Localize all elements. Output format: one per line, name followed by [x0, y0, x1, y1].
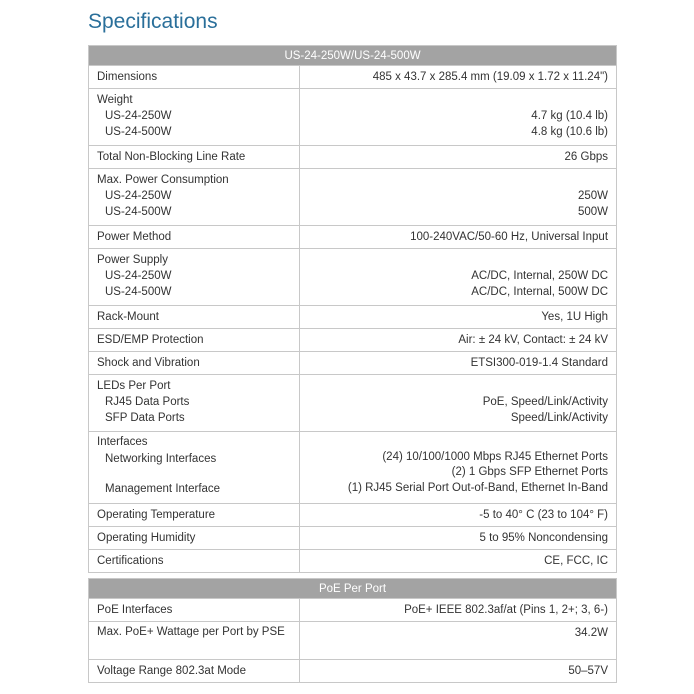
table-row [89, 226, 617, 249]
row-value: AC/DC, Internal, 500W DC [471, 286, 609, 298]
row-sublabel: US-24-500W [105, 126, 172, 138]
table-row [89, 169, 617, 226]
table-header: PoE Per Port [89, 579, 617, 599]
row-sublabel: Networking Interfaces [105, 453, 217, 465]
row-label: Shock and Vibration [89, 352, 300, 375]
row-value: 100-240VAC/50-60 Hz, Universal Input [300, 226, 617, 249]
table-row [89, 375, 617, 432]
row-value-group [300, 249, 617, 306]
table-row [89, 89, 617, 146]
table-row [89, 249, 617, 306]
row-label: Voltage Range 802.3at Mode [89, 660, 300, 683]
row-value: 4.7 kg (10.4 lb) [531, 110, 609, 122]
table-row [89, 550, 617, 573]
row-sublabel: SFP Data Ports [105, 412, 185, 424]
table-row [89, 306, 617, 329]
row-label: Total Non-Blocking Line Rate [89, 146, 300, 169]
row-value: CE, FCC, IC [300, 550, 617, 573]
table-row [89, 66, 617, 89]
row-value: 500W [577, 206, 609, 218]
row-value: 34.2W [300, 622, 617, 660]
table-row [89, 527, 617, 550]
row-value: PoE+ IEEE 802.3af/at (Pins 1, 2+; 3, 6-) [300, 599, 617, 622]
table-row [89, 329, 617, 352]
table-row [89, 432, 617, 504]
row-value: 5 to 95% Noncondensing [300, 527, 617, 550]
row-value: -5 to 40° C (23 to 104° F) [300, 504, 617, 527]
row-value: (24) 10/100/1000 Mbps RJ45 Ethernet Ports [382, 451, 609, 463]
row-label: Interfaces [97, 436, 148, 448]
specifications-table [88, 45, 617, 573]
table-header: US-24-250W/US-24-500W [89, 46, 617, 66]
row-value: ETSI300-019-1.4 Standard [300, 352, 617, 375]
row-label-group [89, 432, 300, 504]
row-label-group [89, 169, 300, 226]
row-label: Weight [97, 94, 133, 106]
row-label-group [89, 375, 300, 432]
row-label: Power Method [89, 226, 300, 249]
row-value-group [300, 432, 617, 504]
row-sublabel: Management Interface [105, 483, 221, 495]
row-sublabel: US-24-250W [105, 270, 172, 282]
poe-per-port-table [88, 578, 617, 683]
row-value-group [300, 169, 617, 226]
page-title: Specifications [88, 10, 218, 33]
row-label: Operating Temperature [89, 504, 300, 527]
table-row [89, 622, 617, 660]
row-label: LEDs Per Port [97, 380, 171, 392]
row-value-group [300, 375, 617, 432]
table-row [89, 599, 617, 622]
table-row [89, 504, 617, 527]
row-value: 4.8 kg (10.6 lb) [531, 126, 609, 138]
row-label: Power Supply [97, 254, 168, 266]
row-label: Operating Humidity [89, 527, 300, 550]
row-label: PoE Interfaces [89, 599, 300, 622]
row-sublabel: US-24-500W [105, 206, 172, 218]
row-value: Speed/Link/Activity [510, 412, 609, 424]
row-sublabel: RJ45 Data Ports [105, 396, 190, 408]
row-value: (1) RJ45 Serial Port Out-of-Band, Ethernet In-Band [347, 482, 609, 494]
row-label: Certifications [89, 550, 300, 573]
row-label: Dimensions [89, 66, 300, 89]
table-row [89, 660, 617, 683]
row-value: 250W [577, 190, 609, 202]
row-value: Air: ± 24 kV, Contact: ± 24 kV [300, 329, 617, 352]
row-value: 26 Gbps [300, 146, 617, 169]
row-label-group [89, 89, 300, 146]
row-label: Max. PoE+ Wattage per Port by PSE [89, 622, 300, 660]
row-value: (2) 1 Gbps SFP Ethernet Ports [451, 465, 609, 478]
row-value: 50–57V [300, 660, 617, 683]
row-sublabel: US-24-500W [105, 286, 172, 298]
row-value: 485 x 43.7 x 285.4 mm (19.09 x 1.72 x 11.24") [300, 66, 617, 89]
row-value-group [300, 89, 617, 146]
row-label: Max. Power Consumption [97, 174, 229, 186]
row-value: PoE, Speed/Link/Activity [482, 396, 609, 408]
row-value: Yes, 1U High [300, 306, 617, 329]
row-value: AC/DC, Internal, 250W DC [471, 270, 609, 282]
row-label: ESD/EMP Protection [89, 329, 300, 352]
row-sublabel: US-24-250W [105, 190, 172, 202]
row-label-group [89, 249, 300, 306]
row-sublabel: US-24-250W [105, 110, 172, 122]
row-label: Rack-Mount [89, 306, 300, 329]
table-row [89, 352, 617, 375]
table-row [89, 146, 617, 169]
